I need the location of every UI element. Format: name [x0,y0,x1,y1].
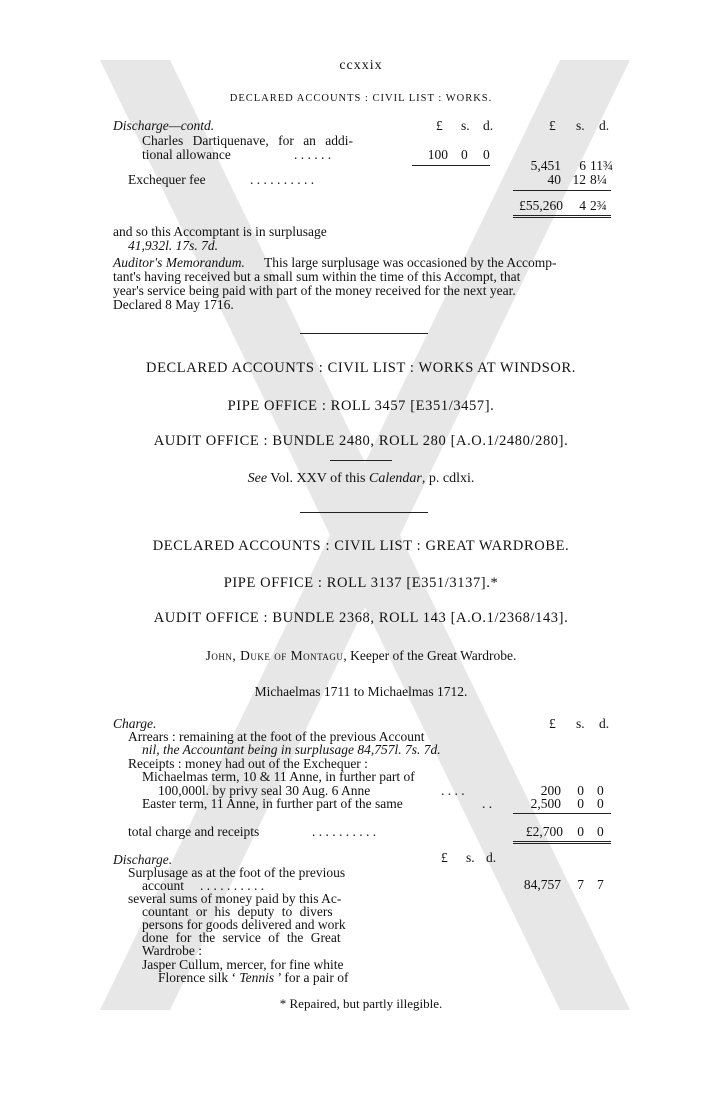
subtotal-pounds: 5,451 [530,158,561,173]
short-divider [330,460,392,461]
windsor-pipe-office: PIPE OFFICE : ROLL 3457 [E351/3457]. [227,398,495,414]
total-shillings: 4 [579,198,586,213]
dartiquenave-pence: 0 [483,147,490,162]
running-head: DECLARED ACCOUNTS : CIVIL LIST : WORKS. [229,93,493,104]
declared-date: Declared 8 May 1716. [113,297,234,312]
dartiquenave-line2: tional allowance [142,147,231,162]
arrears-line2: nil, the Accountant being in surplusage 84,757l. 7s. 7d. [142,742,441,757]
arrears-line1: Arrears : remaining at the foot of the previous Account [128,729,425,744]
sums-line2: countant or his deputy to divers [142,904,333,919]
col-shillings-header: s. [461,118,470,133]
exchequer-fee-shillings: 12 [572,172,586,187]
memo-line2: tant's having received but a small sum within the time of this Accompt, that [113,269,521,284]
discharge-col-shillings: s. [466,850,475,865]
surplusage-prev-line2: account [142,878,184,893]
total-charge-pounds: £2,700 [525,824,563,839]
total-pence: 2¾ [590,198,607,213]
exchequer-fee-dots: . . . . . . . . . . [250,172,315,187]
charge-col-shillings: s. [576,716,585,731]
easter-pounds: 2,500 [530,796,561,811]
surplusage-prev-pence: 7 [597,877,604,892]
col-pence-header: d. [483,118,494,133]
easter-shillings: 0 [577,796,584,811]
cullum-line2 [158,970,348,986]
dartiquenave-shillings: 0 [461,147,468,162]
memo-label: Auditor's Memorandum. [113,255,245,270]
discharge-col-pounds: £ [441,850,448,865]
cullum-line1: Jasper Cullum, mercer, for fine white [142,957,344,972]
cullum-tennis: Tennis [239,970,275,985]
total-rule-top [513,190,611,191]
footnote: * Repaired, but partly illegible. [279,996,443,1011]
exchequer-fee-label: Exchequer fee [128,172,206,187]
total-charge-dots: . . . . . . . . . . [312,824,377,839]
wardrobe-pipe-office: PIPE OFFICE : ROLL 3137 [E351/3137].* [223,575,499,591]
charge-col-pounds: £ [549,716,556,731]
surplusage-prev-pounds: 84,757 [523,877,561,892]
total-charge-pence: 0 [597,824,604,839]
cullum-line2-start: Florence silk ‘ [158,970,240,985]
michaelmas-pence: 0 [597,783,604,798]
sums-line5: Wardrobe : [142,943,203,958]
keeper-line [0,648,722,664]
calendar-word: Calendar [368,471,422,486]
see-word: See [247,471,268,486]
michaelmas-pounds: 200 [540,783,561,798]
col2-shillings-header: s. [576,118,585,133]
discharge-label: Discharge. [113,852,173,867]
sums-line3: persons for goods delivered and work [142,917,346,932]
michaelmas-line2: 100,000l. by privy seal 30 Aug. 6 Anne [158,783,371,798]
see-text: Vol. XXV of this [267,471,369,486]
section-divider [300,333,428,334]
page-number: ccxxix [339,58,383,73]
charge-label: Charge. [113,716,157,731]
memo-line3: year's service being paid with part of the money received for the next year. [113,283,516,298]
sums-line4: done for the service of the Great [142,930,341,945]
discharge-col-pence: d. [486,850,497,865]
michaelmas-shillings: 0 [577,783,584,798]
subtotal-rule [412,165,490,166]
subtotal-shillings: 6 [579,158,586,173]
dartiquenave-pounds: 100 [427,147,448,162]
memo-line1: This large surplusage was occasioned by the Accomp- [264,255,557,270]
exchequer-fee-pounds: 40 [547,172,561,187]
charge-col-pence: d. [599,716,610,731]
windsor-see-reference [0,471,722,487]
cullum-line2-end: ’ for a pair of [274,970,349,985]
col-pounds-header: £ [436,118,443,133]
keeper-name: John, Duke of Montagu [205,648,344,663]
surplusage-prev-line1: Surplusage as at the foot of the previous [128,865,346,880]
easter-dots: . . [482,796,493,811]
michaelmas-dots: . . . . [441,783,465,798]
total-rule-bottom [513,215,611,218]
exchequer-fee-pence: 8¼ [590,172,607,187]
surplusage-prev-shillings: 7 [577,877,584,892]
charge-total-rule-bottom [513,841,611,844]
surplusage-prev-dots: . . . . . . . . . . [200,878,265,893]
total-charge-shillings: 0 [577,824,584,839]
easter-line: Easter term, 11 Anne, in further part of the same [142,796,403,811]
charge-total-rule-top [513,813,611,814]
surplusage-line2: 41,932l. 17s. 7d. [128,238,219,253]
wardrobe-title: DECLARED ACCOUNTS : CIVIL LIST : GREAT WARDROBE. [152,538,570,554]
total-pounds: £55,260 [519,198,563,213]
windsor-title: DECLARED ACCOUNTS : CIVIL LIST : WORKS AT WINDSOR. [146,360,576,376]
discharge-contd-label: Discharge—contd. [113,118,215,133]
michaelmas-line1: Michaelmas term, 10 & 11 Anne, in further part of [142,769,415,784]
col2-pounds-header: £ [549,118,556,133]
receipts-line: Receipts : money had out of the Exchequer : [128,756,368,771]
dartiquenave-line1: Charles Dartiquenave, for an addi- [142,133,354,148]
keeper-title: , Keeper of the Great Wardrobe. [343,648,517,663]
see-suffix: , p. cdlxi. [421,471,475,486]
dartiquenave-dots: . . . . . . [294,147,332,162]
subtotal-pence: 11¾ [590,158,614,173]
surplusage-line1: and so this Accomptant is in surplusage [113,224,327,239]
section-divider [300,512,428,513]
total-charge-label: total charge and receipts [128,824,260,839]
windsor-audit-office: AUDIT OFFICE : BUNDLE 2480, ROLL 280 [A.O.1/2480/280]. [153,433,569,449]
wardrobe-audit-office: AUDIT OFFICE : BUNDLE 2368, ROLL 143 [A.O.1/2368/143]. [153,610,569,626]
easter-pence: 0 [597,796,604,811]
col2-pence-header: d. [599,118,610,133]
sums-line1: several sums of money paid by this Ac- [128,891,342,906]
account-period: Michaelmas 1711 to Michaelmas 1712. [254,684,468,699]
